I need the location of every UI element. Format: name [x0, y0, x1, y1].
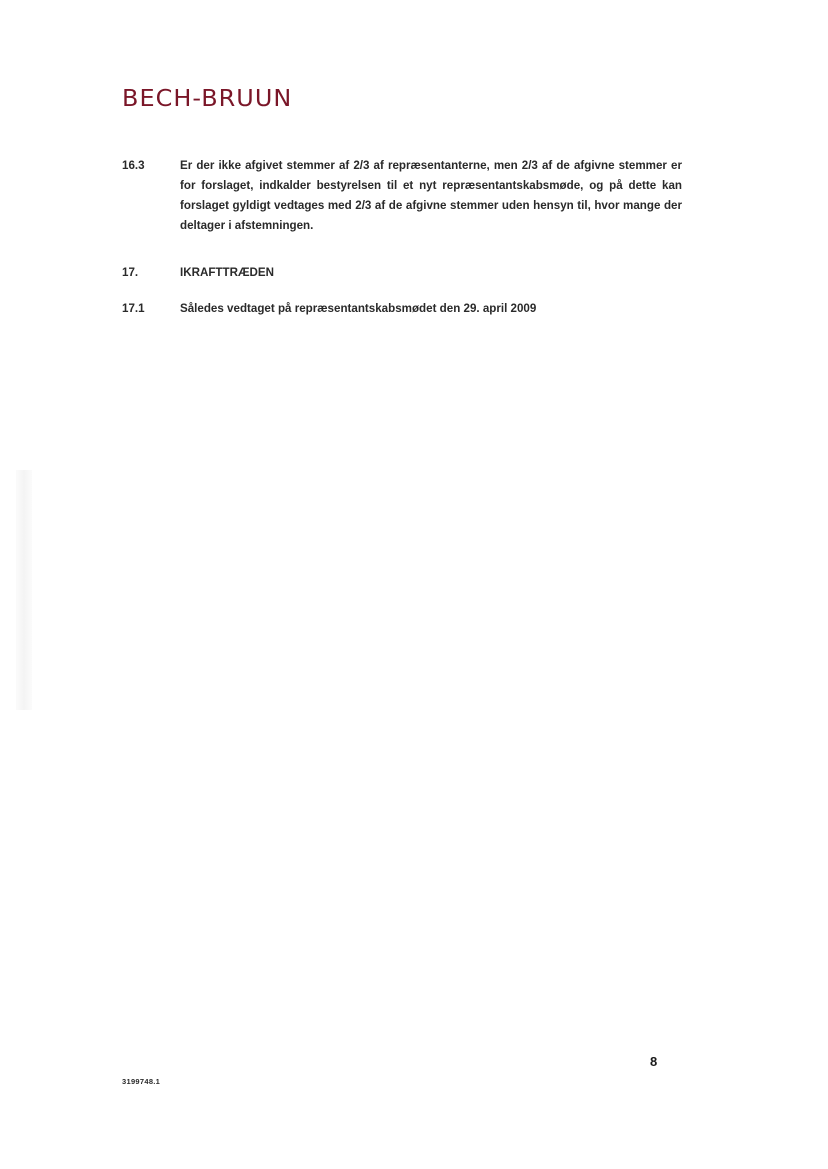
scan-artifact [16, 470, 32, 710]
section-number: 17.1 [122, 302, 145, 315]
section-17-heading [122, 263, 682, 283]
document-id: 3199748.1 [122, 1077, 161, 1086]
section-16-3 [122, 156, 682, 236]
page-number: 8 [650, 1054, 658, 1069]
section-number: 16.3 [122, 159, 145, 172]
bech-bruun-logo: BECH-BRUUN [122, 86, 293, 112]
section-number: 17. [122, 266, 139, 279]
section-text: Således vedtaget på repræsentantskabsmødet den 29. april 2009 [180, 302, 537, 315]
section-text: Er der ikke afgivet stemmer af 2/3 af repræsentanterne, men 2/3 af de afgivne stemmer er for forslaget, indkalder bestyrelsen til et nyt repræsentantskabsmøde, og på dette kan forslaget gyldigt vedtages med 2/3 af de afgivne stemmer uden hensyn til, hvor mange der deltager i afstemningen. [180, 159, 682, 232]
section-17-1 [122, 299, 682, 319]
section-heading: IKRAFTTRÆDEN [180, 266, 275, 279]
